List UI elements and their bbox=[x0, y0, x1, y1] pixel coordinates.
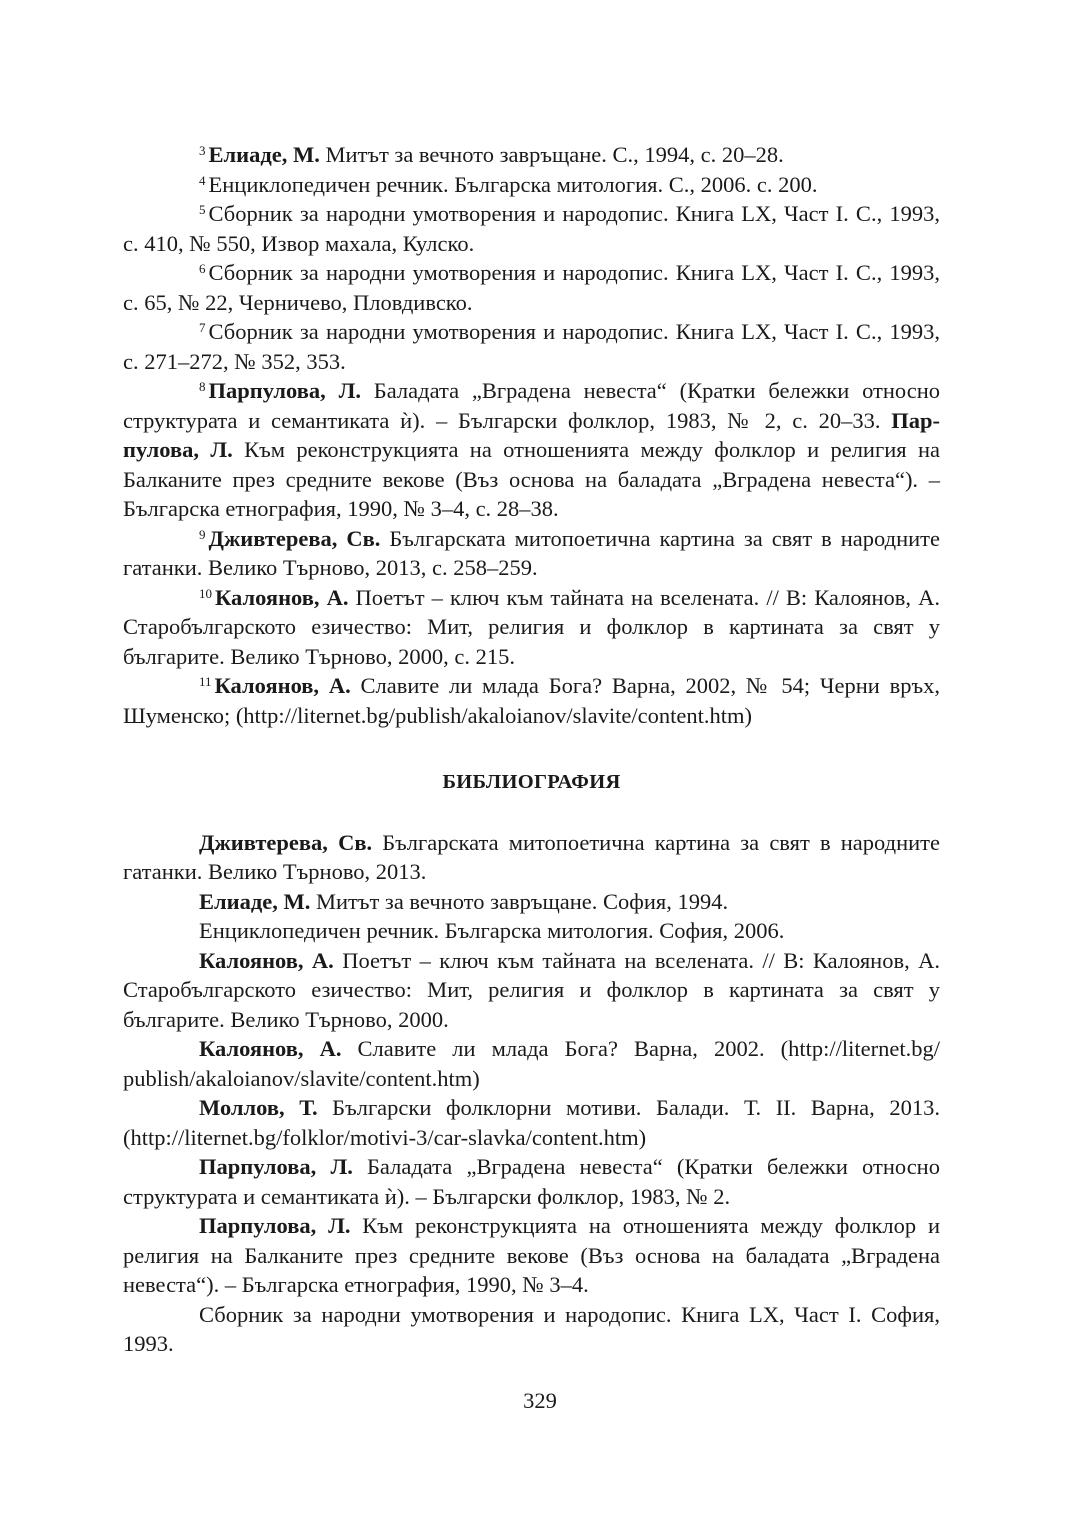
bibliography-text: Енциклопедичен речник. Българска митология. София, 2006. bbox=[199, 918, 785, 943]
bibliography-text: Български фолклорни мотиви. Балади. Т. II. Варна, 2013. (http://liternet.bg/folklor/motivi-3/car-slavka/content.htm) bbox=[123, 1095, 940, 1150]
footnote-number: 3 bbox=[199, 143, 206, 158]
footnote-text: Енциклопедичен речник. Българска митология. С., 2006. с. 200. bbox=[208, 171, 818, 197]
bibliography-entry bbox=[123, 1152, 940, 1211]
bibliography-text: Българската митопоетична картина за свят в народните гатанки. Велико Търново, 2013. bbox=[123, 829, 940, 884]
bibliography-text: Баладата „Вградена невеста“ (Кратки бележки относно структурата и семантиката ѝ). – Български фолклор, 1983, № 2. bbox=[123, 1154, 940, 1209]
footnote-author: Парпулова, Л. bbox=[123, 407, 940, 462]
footnote-text: Поетът – ключ към тайната на вселената. // В: Калоянов, А. Старобългарското езичество: Мит, религия и фолклор в картината за свят у българите. Велико Търново, 2000, с. 215. bbox=[123, 584, 940, 669]
footnote-10 bbox=[123, 583, 940, 672]
footnote-11 bbox=[123, 671, 940, 730]
bibliography-author: Дживтерева, Св. bbox=[199, 829, 373, 855]
bibliography-author: Калоянов, А. bbox=[199, 1036, 342, 1061]
footnote-5 bbox=[123, 199, 940, 258]
footnote-number: 7 bbox=[199, 320, 206, 335]
footnote-6 bbox=[123, 258, 940, 317]
footnote-number: 6 bbox=[199, 261, 206, 276]
footnote-author: Парпулова, Л. bbox=[208, 378, 361, 403]
bibliography-author: Парпулова, Л. bbox=[199, 1213, 351, 1238]
bibliography-author: Моллов, Т. bbox=[199, 1095, 318, 1120]
bibliography-entry bbox=[123, 1034, 940, 1093]
bibliography-entry bbox=[123, 828, 940, 887]
bibliography-entry bbox=[123, 887, 940, 917]
footnote-author: Калоянов, А. bbox=[215, 584, 349, 610]
footnote-author: Елиаде, М. bbox=[208, 142, 320, 167]
page-number: 329 bbox=[523, 1388, 557, 1413]
footnote-number: 5 bbox=[199, 202, 206, 217]
bibliography-text: Митът за вечното завръщане. София, 1994. bbox=[310, 888, 729, 914]
bibliography-entry bbox=[123, 1211, 940, 1300]
footnote-number: 10 bbox=[199, 585, 212, 601]
bibliography-entry bbox=[123, 1093, 940, 1152]
footnote-text: Към реконструкцията на отношенията между фолклор и религия на Балканите през средните векове (Въз основа на баладата „Вградена невеста“). – Българска етнография, 1990, № 3–4, с. 28–38. bbox=[123, 437, 940, 521]
bibliography-text: Славите ли млада Бога? Варна, 2002. (http://liternet.bg/ publish/akaloianov/slavite/content.htm) bbox=[123, 1036, 940, 1091]
bibliography-text: Поетът – ключ към тайната на вселената. // В: Калоянов, А. Старобългарското езичество: Мит, религия и фолклор в картината за свят у българите. Велико Търново, 2000. bbox=[123, 947, 940, 1032]
footnote-text: Сборник за народни умотворения и народопис. Книга LX, Част I. С., 1993, с. 65, № 22, Черничево, Пловдивско. bbox=[123, 260, 940, 315]
page-body bbox=[123, 140, 940, 1359]
footnote-text: Митът за вечното завръщане. С., 1994, с. 20–28. bbox=[319, 142, 784, 167]
footnote-7 bbox=[123, 317, 940, 376]
bibliography-entry bbox=[123, 1300, 940, 1359]
footnote-text: Българската митопоетична картина за свят в народните гатанки. Велико Търново, 2013, с. 258–259. bbox=[123, 525, 940, 580]
footnote-author: Калоянов, А. bbox=[214, 673, 351, 698]
bibliography-author: Калоянов, А. bbox=[199, 947, 334, 973]
footnote-3 bbox=[123, 140, 940, 170]
bibliography-text: Сборник за народни умотворения и народопис. Книга LX, Част I. София, 1993. bbox=[123, 1301, 940, 1356]
footnote-number: 9 bbox=[199, 526, 206, 542]
bibliography-author: Парпулова, Л. bbox=[199, 1154, 353, 1179]
footnote-text: Баладата „Вградена невеста“ (Кратки бележки относно структурата и семантиката ѝ). – Български фолклор, 1983, № 2, с. 20–33. bbox=[123, 378, 940, 433]
footnote-9 bbox=[123, 524, 940, 583]
footnote-text: Сборник за народни умотворения и народопис. Книга LX, Част I. С., 1993, с. 271–272, № 352, 353. bbox=[123, 319, 940, 374]
bibliography-text: Към реконструкцията на отношенията между фолклор и религия на Балканите през средните векове (Въз основа на баладата „Вградена невеста“). – Българска етнография, 1990, № 3–4. bbox=[123, 1213, 940, 1297]
footnote-author: Дживтерева, Св. bbox=[208, 525, 381, 551]
footnote-number: 4 bbox=[199, 172, 206, 188]
footnote-number: 8 bbox=[199, 379, 206, 394]
footnote-8 bbox=[123, 376, 940, 524]
bibliography-entry bbox=[123, 916, 940, 946]
footnote-4 bbox=[123, 170, 940, 200]
bibliography-entry bbox=[123, 946, 940, 1035]
bibliography-author: Елиаде, М. bbox=[199, 888, 311, 914]
footnote-number: 11 bbox=[199, 674, 212, 689]
footnote-text: Сборник за народни умотворения и народопис. Книга LX, Част I. С., 1993, с. 410, № 550, Извор махала, Кулско. bbox=[123, 201, 940, 256]
footnote-text: Славите ли млада Бога? Варна, 2002, № 54; Черни връх, Шуменско; (http://liternet.bg/publish/akaloianov/slavite/content.htm) bbox=[123, 673, 940, 728]
bibliography-heading: БИБЛИОГРАФИЯ bbox=[442, 771, 621, 793]
